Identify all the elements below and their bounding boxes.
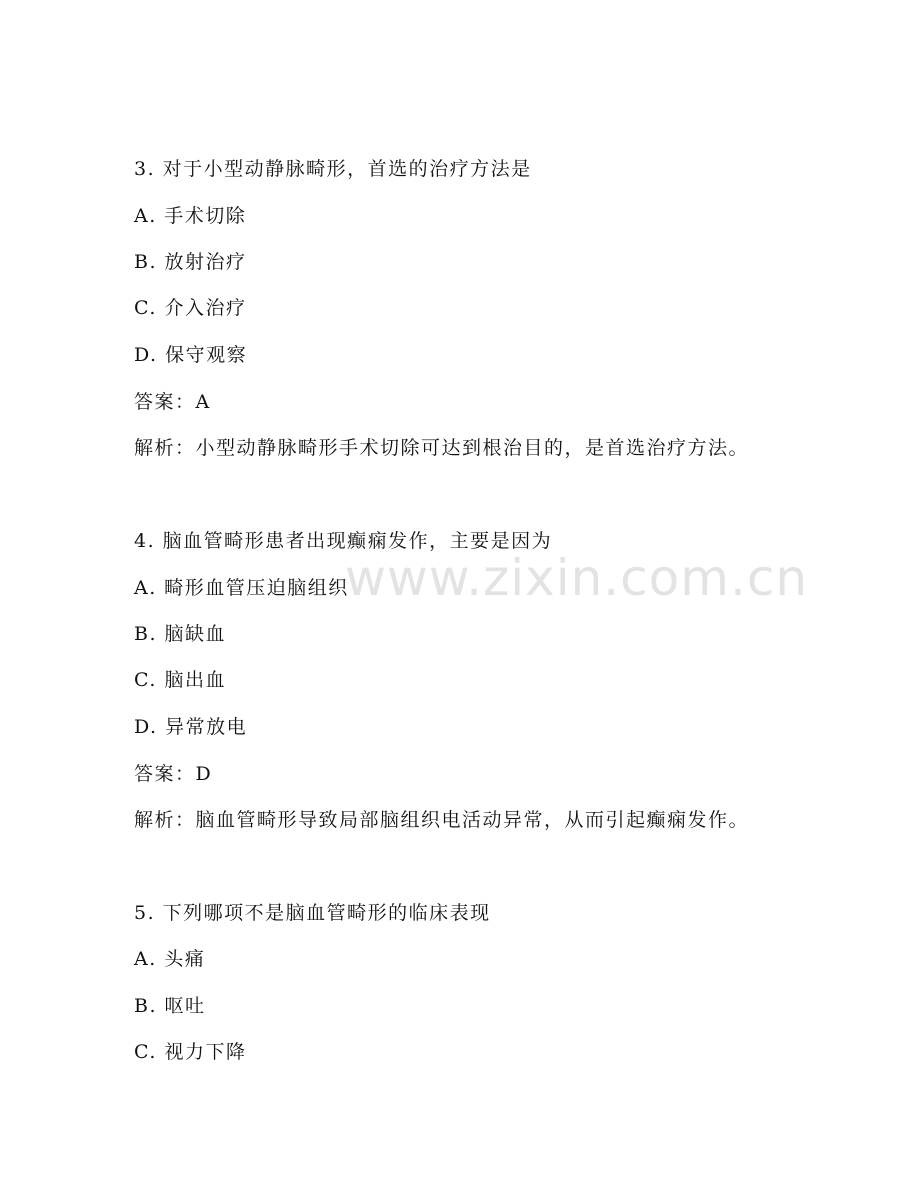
question-4-option-a: A. 畸形血管压迫脑组织 <box>134 577 349 599</box>
question-3-analysis: 解析：小型动静脉畸形手术切除可达到根治目的，是首选治疗方法。 <box>134 437 750 459</box>
question-4-answer: 答案：D <box>134 763 213 785</box>
question-5-stem: 5. 下列哪项不是脑血管畸形的临床表现 <box>134 902 491 924</box>
question-5-option-b: B. 呕吐 <box>134 995 206 1017</box>
question-4-stem: 4. 脑血管畸形患者出现癫痫发作，主要是因为 <box>134 530 553 552</box>
question-3-option-d: D. 保守观察 <box>134 344 248 366</box>
question-4-option-b: B. 脑缺血 <box>134 623 227 645</box>
question-3-option-b: B. 放射治疗 <box>134 251 247 273</box>
question-3-option-c: C. 介入治疗 <box>134 297 247 319</box>
question-3-stem: 3. 对于小型动静脉畸形，首选的治疗方法是 <box>134 158 532 180</box>
question-4-analysis: 解析：脑血管畸形导致局部脑组织电活动异常，从而引起癫痫发作。 <box>134 809 750 831</box>
watermark: www.zixin.com.cn <box>345 549 809 607</box>
question-3-answer: 答案：A <box>134 391 211 413</box>
question-4-option-c: C. 脑出血 <box>134 669 226 691</box>
question-3-option-a: A. 手术切除 <box>134 205 247 227</box>
question-4-option-d: D. 异常放电 <box>134 716 248 738</box>
question-5-option-a: A. 头痛 <box>134 948 206 970</box>
question-5-option-c: C. 视力下降 <box>134 1041 247 1063</box>
